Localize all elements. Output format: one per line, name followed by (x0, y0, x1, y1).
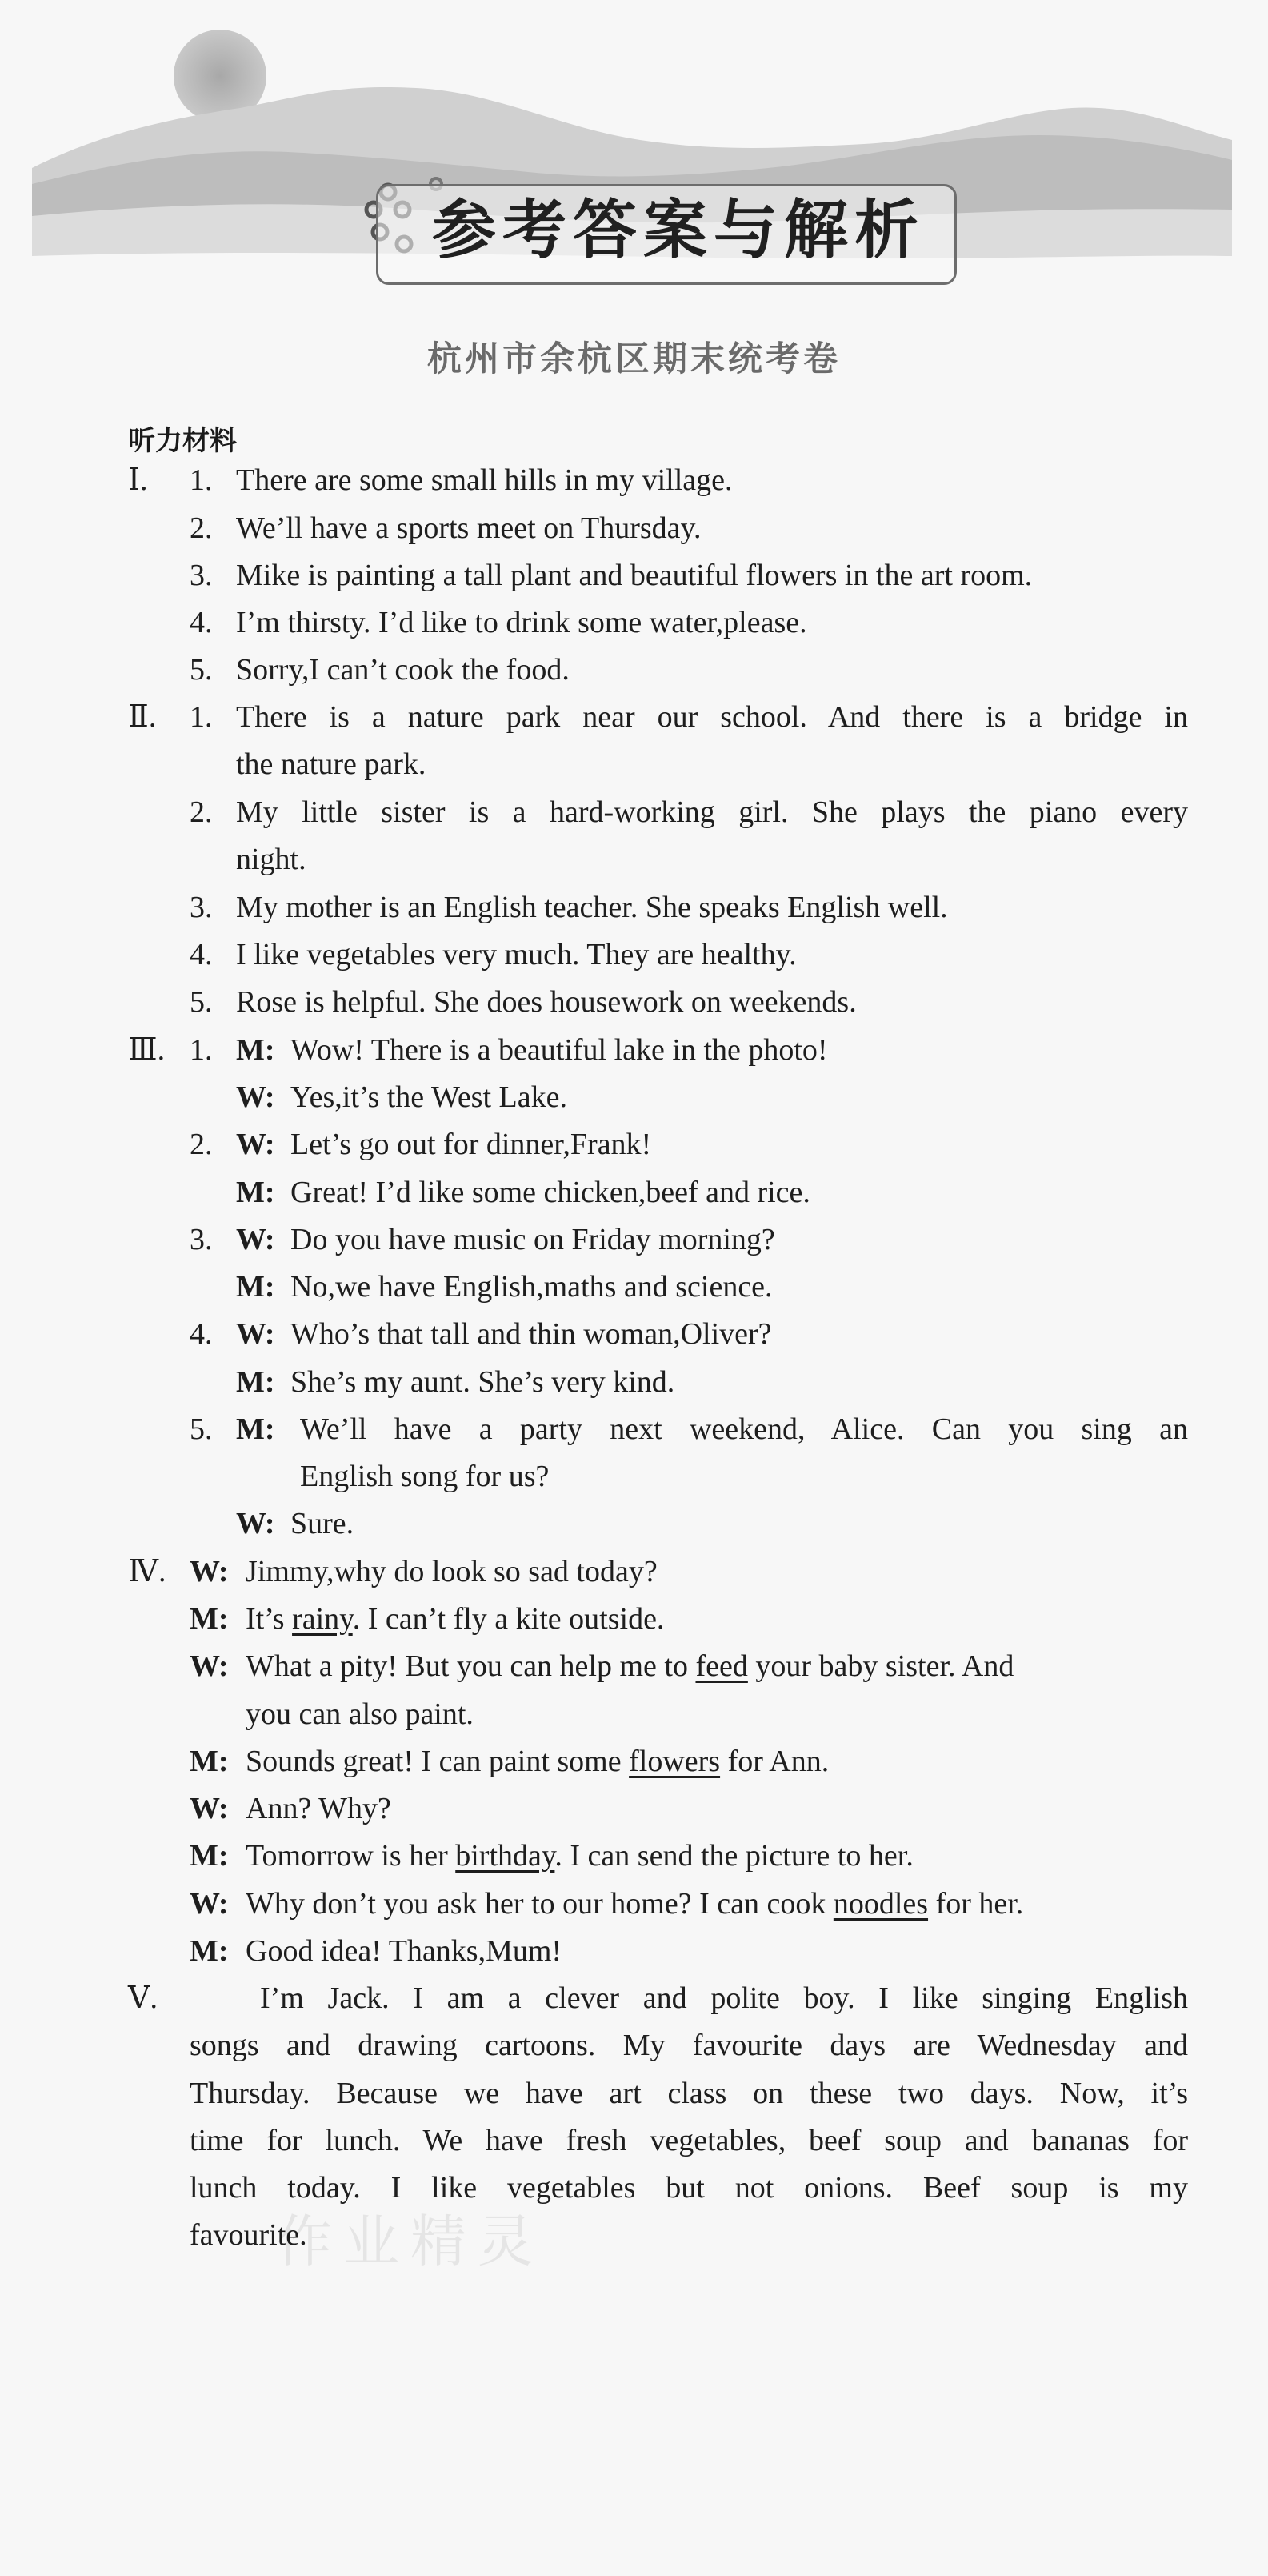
part-2-sentence: My mother is an English teacher. She speaks English well. (236, 891, 948, 924)
part-2-sentence-continued: the nature park. (236, 747, 426, 781)
item-number: 2. (190, 511, 213, 545)
dialogue-line: Good idea! Thanks,Mum! (246, 1934, 562, 1968)
passage-line: favourite. (190, 2218, 307, 2252)
speaker-label: M: (190, 1934, 229, 1968)
speaker-label: M: (236, 1176, 275, 1209)
item-number: 2. (190, 1128, 213, 1161)
section-heading: 听力材料 (128, 425, 237, 457)
item-number: 3. (190, 559, 213, 592)
speaker-label: M: (236, 1412, 275, 1446)
speaker-label: W: (236, 1507, 275, 1540)
speaker-label: M: (236, 1365, 275, 1399)
speaker-label: W: (190, 1555, 229, 1588)
answer-word: flowers (629, 1745, 721, 1778)
answer-word: feed (695, 1649, 748, 1683)
item-number: 4. (190, 1317, 213, 1351)
part-1-sentence: Sorry,I can’t cook the food. (236, 653, 570, 687)
part-2-sentence: There is a nature park near our school. And there is a bridge in (236, 700, 1188, 734)
part-1-sentence: Mike is painting a tall plant and beautiful flowers in the art room. (236, 559, 1033, 592)
part-4-roman-numeral: Ⅳ. (128, 1555, 166, 1588)
part-2-sentence: I like vegetables very much. They are healthy. (236, 938, 797, 972)
dialogue-line: No,we have English,maths and science. (290, 1270, 773, 1304)
dialogue-line: Wow! There is a beautiful lake in the photo! (290, 1033, 828, 1067)
mountain-landscape-illustration (0, 0, 1268, 336)
item-number: 5. (190, 1412, 213, 1446)
part-2-sentence: Rose is helpful. She does housework on weekends. (236, 985, 857, 1019)
passage-line: time for lunch. We have fresh vegetables, beef soup and bananas for (190, 2124, 1188, 2157)
answer-word: rainy (292, 1602, 353, 1636)
dialogue-line: Tomorrow is her birthday. I can send the picture to her. (246, 1839, 914, 1873)
part-1-roman-numeral: Ⅰ. (128, 463, 148, 497)
dialogue-line: We’ll have a party next weekend, Alice. Can you sing an (300, 1412, 1188, 1446)
speaker-label: W: (236, 1317, 275, 1351)
dialogue-line-continued: English song for us? (300, 1460, 550, 1493)
speaker-label: W: (190, 1887, 229, 1921)
passage-line: lunch today. I like vegetables but not onions. Beef soup is my (190, 2171, 1188, 2205)
part-1-sentence: There are some small hills in my village. (236, 463, 733, 497)
part-2-sentence: My little sister is a hard-working girl. She plays the piano every (236, 795, 1188, 829)
dialogue-line: Who’s that tall and thin woman,Oliver? (290, 1317, 772, 1351)
dialogue-line: It’s rainy. I can’t fly a kite outside. (246, 1602, 665, 1636)
item-number: 1. (190, 463, 213, 497)
part-1-sentence: We’ll have a sports meet on Thursday. (236, 511, 702, 545)
speaker-label: W: (190, 1649, 229, 1683)
item-number: 5. (190, 653, 213, 687)
dialogue-line: Sounds great! I can paint some flowers for Ann. (246, 1745, 830, 1778)
answer-word: birthday (455, 1839, 555, 1873)
item-number: 2. (190, 795, 213, 829)
header-banner (0, 0, 1268, 336)
dialogue-line: Yes,it’s the West Lake. (290, 1080, 567, 1114)
item-number: 5. (190, 985, 213, 1019)
dialogue-line: Great! I’d like some chicken,beef and rice. (290, 1176, 810, 1209)
dialogue-line: Let’s go out for dinner,Frank! (290, 1128, 652, 1161)
item-number: 3. (190, 891, 213, 924)
passage-line: songs and drawing cartoons. My favourite days are Wednesday and (190, 2029, 1188, 2062)
part-1-sentence: I’m thirsty. I’d like to drink some water,please. (236, 606, 807, 639)
dialogue-line: Ann? Why? (246, 1792, 391, 1825)
dialogue-line-continued: you can also paint. (246, 1697, 474, 1731)
dialogue-line: Do you have music on Friday morning? (290, 1223, 775, 1256)
speaker-label: W: (190, 1792, 229, 1825)
dialogue-line: Why don’t you ask her to our home? I can cook noodles for her. (246, 1887, 1024, 1921)
speaker-label: M: (190, 1745, 229, 1778)
dialogue-line: Jimmy,why do look so sad today? (246, 1555, 658, 1588)
passage-line: Thursday. Because we have art class on these two days. Now, it’s (190, 2077, 1188, 2110)
item-number: 1. (190, 700, 213, 734)
part-5-roman-numeral: Ⅴ. (128, 1981, 158, 2015)
speaker-label: M: (190, 1602, 229, 1636)
part-2-sentence-continued: night. (236, 843, 306, 876)
exam-subtitle: 杭州市余杭区期末统考卷 (427, 339, 841, 379)
speaker-label: W: (236, 1080, 275, 1114)
item-number: 1. (190, 1033, 213, 1067)
dialogue-line: What a pity! But you can help me to feed your baby sister. And (246, 1649, 1014, 1683)
speaker-label: W: (236, 1223, 275, 1256)
item-number: 3. (190, 1223, 213, 1256)
page-title: 参考答案与解析 (432, 193, 925, 267)
speaker-label: M: (190, 1839, 229, 1873)
dialogue-line: She’s my aunt. She’s very kind. (290, 1365, 675, 1399)
speaker-label: M: (236, 1033, 275, 1067)
passage-line: I’m Jack. I am a clever and polite boy. I like singing English (260, 1981, 1188, 2015)
item-number: 4. (190, 938, 213, 972)
answer-word: noodles (833, 1887, 929, 1921)
dialogue-line: Sure. (290, 1507, 354, 1540)
part-3-roman-numeral: Ⅲ. (128, 1033, 166, 1067)
speaker-label: W: (236, 1128, 275, 1161)
speaker-label: M: (236, 1270, 275, 1304)
watermark: 作业精灵 (276, 2209, 545, 2274)
item-number: 4. (190, 606, 213, 639)
part-2-roman-numeral: Ⅱ. (128, 700, 157, 734)
